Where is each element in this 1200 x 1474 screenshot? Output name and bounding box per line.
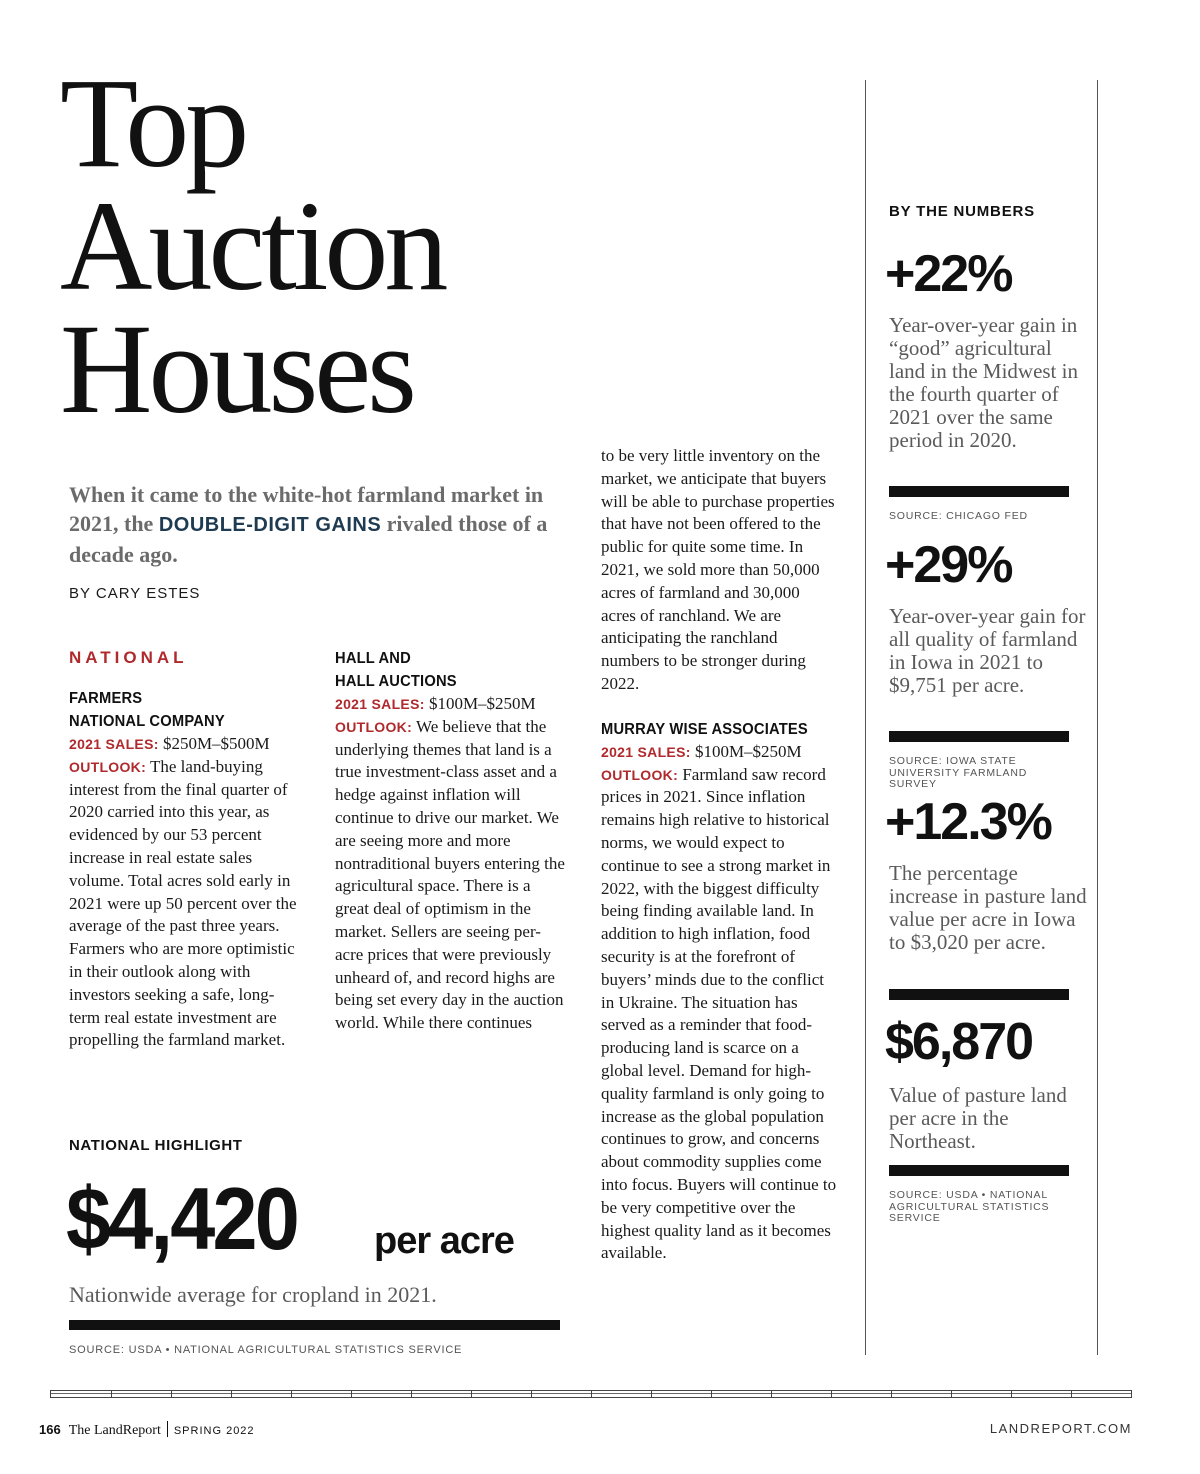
footer-rule-tick: [891, 1391, 892, 1397]
outlook-paragraph: [335, 716, 567, 1035]
stat-value: +12.3%: [885, 793, 1051, 851]
sales-value: $100M–$250M: [690, 741, 802, 761]
footer-rule-tick: [111, 1391, 112, 1397]
page-title: [60, 52, 620, 440]
entry-name-line-2: HALL AUCTIONS: [335, 673, 457, 690]
stat-description: The percentage increase in pasture land value per acre in Iowa to $3,020 per acre.: [889, 861, 1087, 954]
footer-rule-tick: [771, 1391, 772, 1397]
stat-value: +29%: [885, 536, 1012, 594]
sales-label: 2021 SALES:: [601, 743, 691, 760]
title-line-2: Auction: [60, 175, 445, 317]
stat-source: SOURCE: IOWA STATE UNIVERSITY FARMLAND SURVEY: [889, 755, 1028, 790]
column-3: [601, 445, 837, 1265]
entry-name-line-1: FARMERS: [69, 690, 143, 707]
sales-line: [601, 741, 837, 764]
stat-description: Value of pasture land per acre in the Northeast.: [889, 1083, 1067, 1153]
outlook-label: OUTLOOK:: [69, 758, 147, 775]
sidebar-rule-right: [1097, 80, 1098, 1355]
sales-label: 2021 SALES:: [69, 736, 159, 752]
stat-description: Year-over-year gain in “good” agricultural land in the Midwest in the fourth quarter of 2021 over the same period in 2020.: [889, 313, 1078, 452]
national-highlight-value: [66, 1168, 514, 1270]
footer-rule-tick: [291, 1391, 292, 1397]
footer-rule-tick: [231, 1391, 232, 1397]
highlight-amount: $4,420: [66, 1169, 298, 1268]
outlook-paragraph: [69, 756, 301, 1052]
spacer: [601, 696, 837, 718]
stat-divider: [889, 731, 1069, 742]
dek-text-after: rivaled those of a decade ago.: [69, 511, 548, 567]
footer-rule-tick: [531, 1391, 532, 1397]
stat-description: Year-over-year gain for all quality of farmland in Iowa in 2021 to $9,751 per acre.: [889, 604, 1086, 697]
byline: BY CARY ESTES: [69, 585, 201, 602]
page-number: 166: [39, 1422, 61, 1437]
sales-line: [69, 733, 301, 756]
national-highlight-description: Nationwide average for cropland in 2021.: [69, 1282, 437, 1307]
publication-name: The LandReport: [68, 1423, 161, 1438]
entry-farmers-national: [69, 687, 301, 1052]
highlight-unit: per acre: [374, 1220, 514, 1262]
dek-accent: DOUBLE-DIGIT GAINS: [158, 514, 382, 536]
footer-rule-tick: [711, 1391, 712, 1397]
divider-bar: [69, 1320, 560, 1330]
title-line-1: Top: [60, 52, 246, 194]
outlook-paragraph: [601, 764, 837, 1266]
stat-value: +22%: [885, 245, 1012, 303]
sales-line: [335, 693, 567, 716]
outlook-text: Farmland saw record prices in 2021. Since inflation remains high relative to historical norms, we would expect to continue to see a strong market in 2022, with the biggest difficulty being finding available land. In addition to high inflation, food security is at the forefront of buyers’ minds due to the conflict in Ukraine. The situation has served as a reminder that food-producing land is scarce on a global level. Demand for high-quality farmland is only going to increase as the global population continues to grow, and concerns about commodity supplies come into focus. Buyers will continue to be very competitive over the highest quality land as it becomes available.: [601, 764, 837, 1263]
website-link[interactable]: LANDREPORT.COM: [989, 1421, 1132, 1436]
footer-rule-tick: [1071, 1391, 1072, 1397]
footer-rule-tick: [591, 1391, 592, 1397]
national-highlight-label: NATIONAL HIGHLIGHT: [69, 1137, 243, 1154]
footer-rule-tick: [411, 1391, 412, 1397]
footer-folio: [39, 1421, 255, 1439]
footer-rule-tick: [471, 1391, 472, 1397]
entry-hall-and-hall: [335, 647, 567, 1035]
entry-name-murray-wise: MURRAY WISE ASSOCIATES: [601, 720, 808, 738]
hall-continued-text: to be very little inventory on the market, we anticipate that buyers will be able to purchase properties that have not been offered to the public for quite some time. In 2021, we sold more than 50,000 acres of farmland and 30,000 acres of ranchland. We are anticipating the ranchland numbers to be stronger during 2022.: [601, 446, 835, 693]
sales-value: $250M–$500M: [158, 734, 270, 753]
footer-rule-tick: [651, 1391, 652, 1397]
stat-divider: [889, 1165, 1069, 1176]
entry-name-line-1: HALL AND: [335, 650, 411, 667]
dek-text-before: When it came to the white-hot farmland market in 2021, the: [69, 482, 544, 536]
by-the-numbers-label: BY THE NUMBERS: [889, 203, 1035, 220]
outlook-label: OUTLOOK:: [335, 718, 413, 735]
entry-name-line-2: NATIONAL COMPANY: [69, 713, 225, 730]
stat-source: SOURCE: USDA • NATIONAL AGRICULTURAL STATISTICS SERVICE: [889, 1189, 1050, 1224]
section-label: NATIONAL: [69, 648, 188, 667]
footer-rule-tick: [171, 1391, 172, 1397]
outlook-text: We believe that the underlying themes that land is a true investment-class asset and a hedge against inflation will continue to drive our market. We are seeing more and more nontraditional buyers entering the agricultural space. There is a great deal of optimism in the market. Sellers are seeing per-acre prices that were previously unheard of, and record highs are being set every day in the auction world. While there continues: [335, 716, 565, 1033]
folio-separator: [167, 1421, 168, 1437]
outlook-text: The land-buying interest from the final quarter of 2020 carried into this year, as evidenced by our 53 percent increase in real estate sales volume. Total acres sold early in 2021 were up 50 percent over the average of the past three years. Farmers who are more optimistic in their outlook along with investors seeking a safe, long-term real estate investment are propelling the farmland market.: [69, 756, 297, 1050]
outlook-label: OUTLOOK:: [601, 766, 679, 783]
footer-rule-tick: [351, 1391, 352, 1397]
issue-date: SPRING 2022: [173, 1425, 255, 1437]
footer-rule-tick: [831, 1391, 832, 1397]
stat-divider: [889, 989, 1069, 1000]
national-highlight-source: SOURCE: USDA • NATIONAL AGRICULTURAL STATISTICS SERVICE: [69, 1344, 463, 1356]
title-line-3: Houses: [60, 298, 413, 440]
footer-rule-tick: [951, 1391, 952, 1397]
dek: [69, 480, 569, 569]
stat-value: $6,870: [885, 1013, 1033, 1071]
sales-label: 2021 SALES:: [335, 696, 425, 712]
footer-rule: [50, 1390, 1132, 1398]
footer-rule-tick: [1011, 1391, 1012, 1397]
sales-value: $100M–$250M: [424, 694, 536, 713]
stat-divider: [889, 486, 1069, 497]
sidebar-rule-left: [865, 80, 866, 1355]
stat-source: SOURCE: CHICAGO FED: [889, 510, 1028, 522]
